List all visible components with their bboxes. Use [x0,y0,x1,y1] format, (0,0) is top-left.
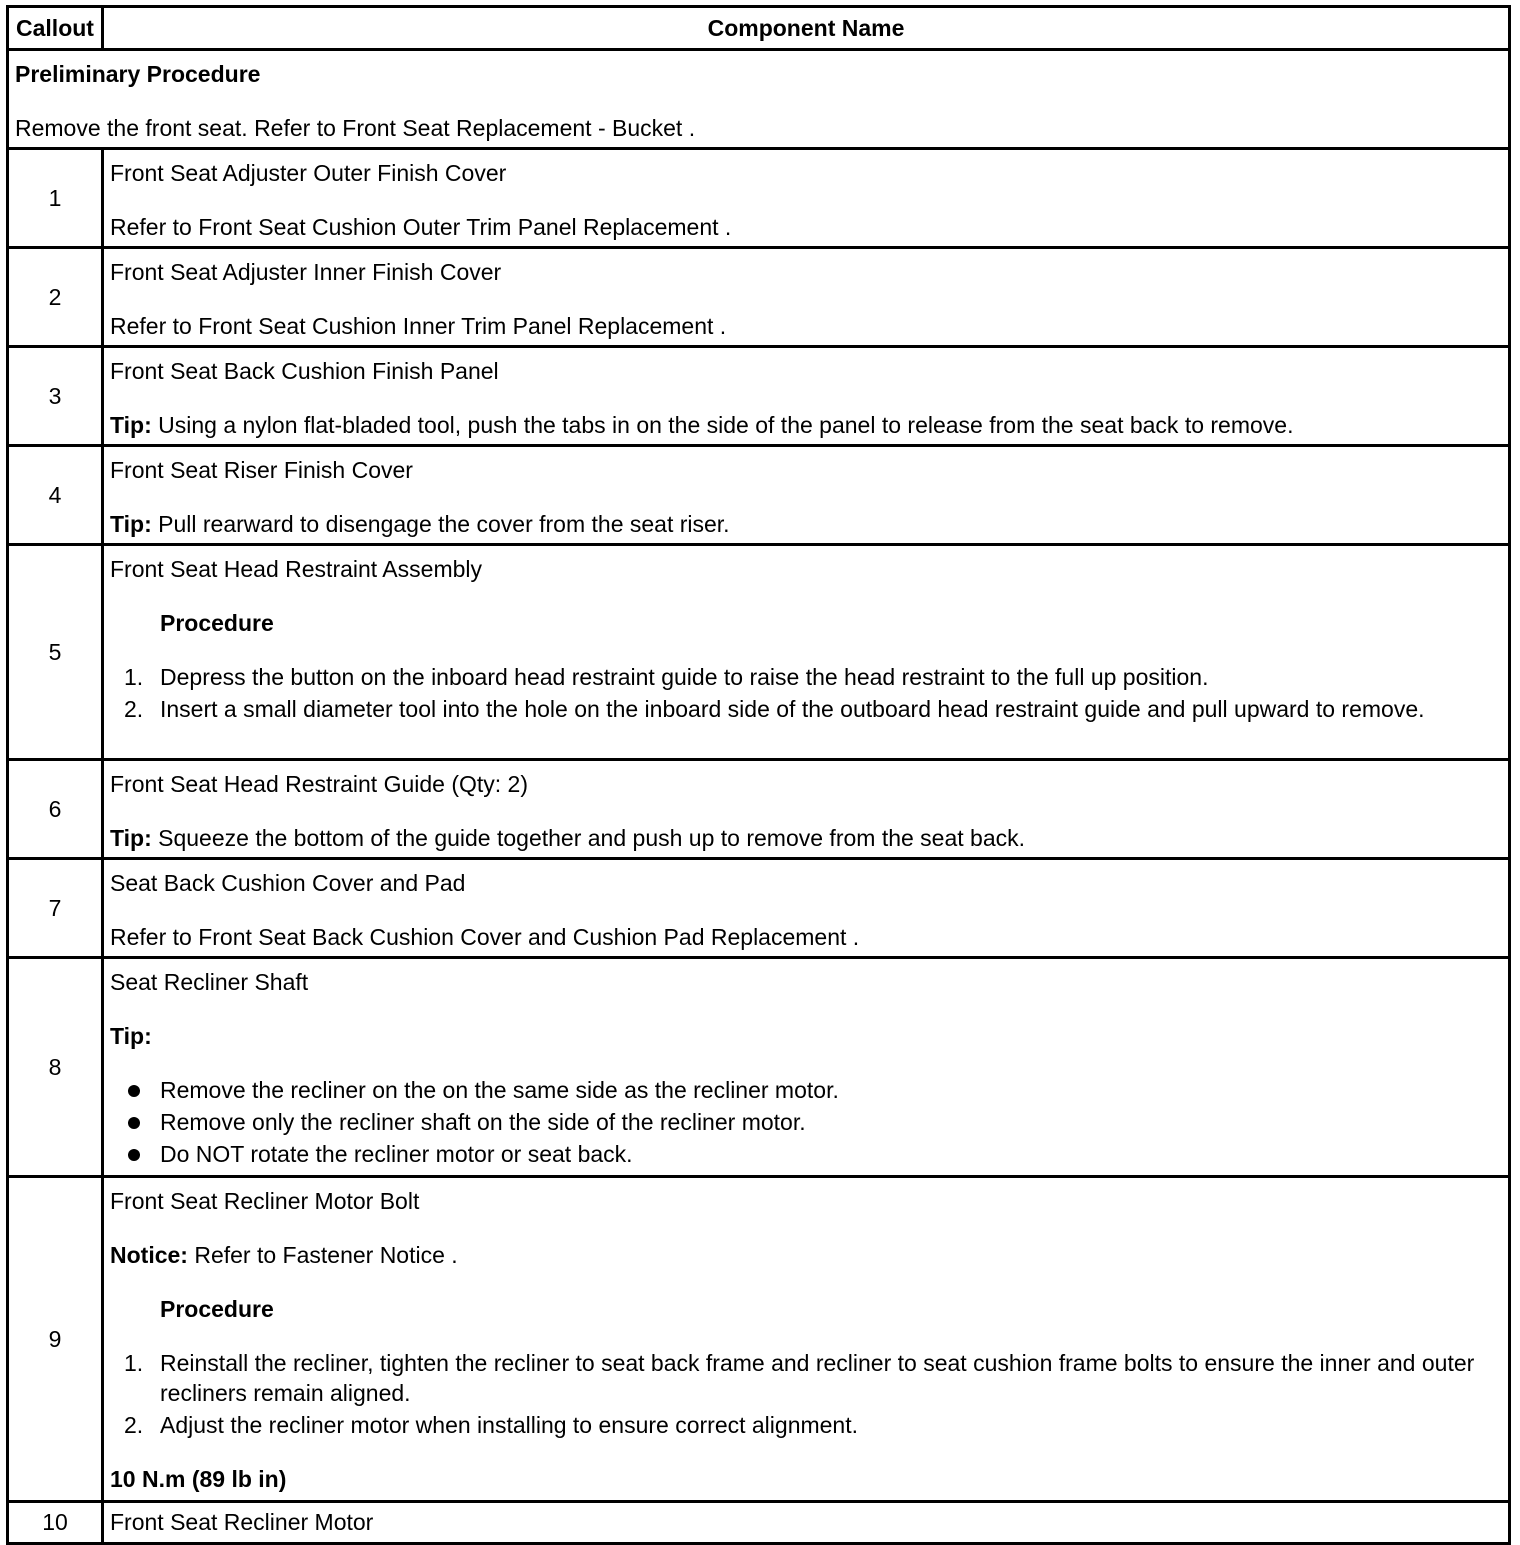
tip-text: Using a nylon flat-bladed tool, push the tabs in on the side of the panel to release from the seat back to remove. [151,412,1294,438]
callout-number: 7 [8,859,103,958]
step-number: 1. [124,664,144,690]
tip-label: Tip: [110,511,152,537]
table-row [8,248,1510,347]
preliminary-title: Preliminary Procedure [15,61,261,87]
callout-number: 4 [8,446,103,545]
component-note: Refer to Front Seat Cushion Outer Trim Panel Replacement . [110,214,732,240]
tip-paragraph [110,823,1502,853]
component-note: Refer to Front Seat Cushion Inner Trim Panel Replacement . [110,313,727,339]
component-name-column-header: Component Name [103,7,1510,50]
component-name: Front Seat Adjuster Inner Finish Cover [110,259,502,285]
callout-number: 9 [8,1177,103,1502]
callout-number: 2 [8,248,103,347]
list-item [110,694,1502,724]
procedure-steps [110,1348,1502,1440]
component-name: Seat Recliner Shaft [110,969,309,995]
table-row [8,545,1510,760]
procedure-steps [110,662,1502,724]
table-row [8,149,1510,248]
step-text: Reinstall the recliner, tighten the recliner to seat back frame and recliner to seat cushion frame bolts to ensure the inner and outer recliners remain aligned. [160,1350,1475,1406]
bullet-icon [128,1149,140,1161]
callout-number: 3 [8,347,103,446]
table-row [8,958,1510,1177]
step-number: 2. [124,1412,144,1438]
tip-label: Tip: [110,825,152,851]
notice-label: Notice: [110,1242,188,1268]
tip-text: Pull rearward to disengage the cover from the seat riser. [151,511,730,537]
component-name: Front Seat Riser Finish Cover [110,457,413,483]
component-name: Front Seat Adjuster Outer Finish Cover [110,160,507,186]
bullet-icon [128,1117,140,1129]
list-item [110,662,1502,692]
table-row [8,446,1510,545]
bullet-icon [128,1085,140,1097]
component-name: Seat Back Cushion Cover and Pad [110,870,466,896]
callout-number: 5 [8,545,103,760]
tip-paragraph [110,410,1502,440]
table-row [8,347,1510,446]
procedure-heading: Procedure [160,610,274,636]
tip-text: Squeeze the bottom of the guide together and push up to remove from the seat back. [151,825,1026,851]
list-item [110,1107,1502,1137]
bullet-text: Remove the recliner on the on the same side as the recliner motor. [160,1077,839,1103]
callout-number: 1 [8,149,103,248]
callout-number: 8 [8,958,103,1177]
table-row [8,1502,1510,1544]
tip-bullets [110,1075,1502,1169]
step-text: Insert a small diameter tool into the hole on the inboard side of the outboard head restraint guide and pull upward to remove. [160,696,1425,722]
tip-paragraph [110,509,1502,539]
step-number: 1. [124,1350,144,1376]
step-text: Depress the button on the inboard head restraint guide to raise the head restraint to the full up position. [160,664,1209,690]
component-name: Front Seat Back Cushion Finish Panel [110,358,499,384]
callout-number: 10 [8,1502,103,1544]
callout-column-header: Callout [8,7,103,50]
component-name: Front Seat Recliner Motor [110,1509,374,1535]
component-note: Refer to Front Seat Back Cushion Cover and Cushion Pad Replacement . [110,924,860,950]
component-name: Front Seat Head Restraint Guide (Qty: 2) [110,771,529,797]
bullet-text: Do NOT rotate the recliner motor or seat back. [160,1141,633,1167]
step-text: Adjust the recliner motor when installing to ensure correct alignment. [160,1412,859,1438]
component-name: Front Seat Head Restraint Assembly [110,556,482,582]
tip-label: Tip: [110,1023,152,1049]
list-item [110,1348,1502,1408]
callout-number: 6 [8,760,103,859]
table-row [8,859,1510,958]
procedure-heading: Procedure [160,1296,274,1322]
component-name: Front Seat Recliner Motor Bolt [110,1188,420,1214]
torque-spec: 10 N.m (89 lb in) [110,1466,287,1492]
notice-paragraph [110,1240,1502,1270]
list-item [110,1410,1502,1440]
bullet-text: Remove only the recliner shaft on the side of the recliner motor. [160,1109,806,1135]
table-row [8,760,1510,859]
table-row [8,1177,1510,1502]
component-table [6,5,1511,1545]
preliminary-row [8,50,1510,149]
preliminary-text: Remove the front seat. Refer to Front Seat Replacement - Bucket . [15,115,696,141]
list-item [110,1139,1502,1169]
table-header-row [8,7,1510,50]
list-item [110,1075,1502,1105]
step-number: 2. [124,696,144,722]
notice-text: Refer to Fastener Notice . [187,1242,458,1268]
tip-label: Tip: [110,412,152,438]
